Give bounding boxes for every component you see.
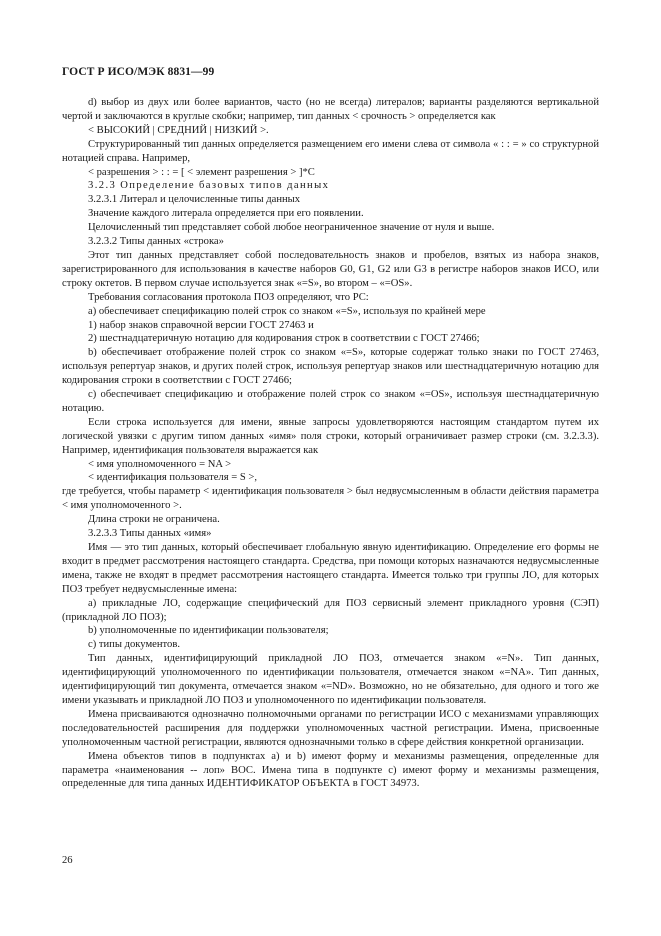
paragraph-name-assignment: Имена присваиваются однозначно полномочными органами по регистрации ИСО с механизмами управляющих последовательностей расширения для поддержки уполномоченных частной регистрации. Имена, присвоенные уполномоченным частной регистрации, являются однозначными только в сфере действия конкретной организации. <box>62 708 599 748</box>
list-item-a: а) обеспечивает спецификацию полей строк со знаком «=S», используя по крайней мере <box>88 305 486 317</box>
example-user-identification: < идентификация пользователя = S >, <box>88 472 258 484</box>
example-permissions: < разрешения > : : = [ < элемент разрешения > ]*C <box>88 166 315 178</box>
document-body <box>62 96 599 791</box>
paragraph-name-type: Имя — это тип данных, который обеспечивает глобальную явную идентификацию. Определение его формы не входит в предмет рассмотрения настоящего стандарта. Средства, при помощи которых назначаются недвусмысленные имена, также не входят в предмет рассмотрения настоящего стандарта. Имеется только три группы ЛО, для которых ПОЗ требует недвусмысленные имена: <box>62 542 599 595</box>
list-item-b: b) обеспечивает отображение полей строк со знаком «=S», которые содержат только знаки по ГОСТ 27463, используя репертуар знаков, и других полей строк, используя репертуар знаков или шестнадцатеричную нотацию для кодирования строки в соответствии с ГОСТ 27466; <box>62 347 599 387</box>
paragraph-string-type: Этот тип данных представляет собой последовательность знаков и пробелов, взятых из набора знаков, зарегистрированного для использования в качестве наборов G0, G1, G2 или G3 в регистре наборов знаков ИСО, или строку октетов. В первом случае используется знак «=S», во втором – «=OS». <box>62 249 599 289</box>
example-urgency-values: < ВЫСОКИЙ | СРЕДНИЙ | НИЗКИЙ >. <box>88 124 269 136</box>
page-number: 26 <box>62 855 73 866</box>
paragraph-string-name: Если строка используется для имени, явные запросы удовлетворяются настоящим стандартом путем их логической увязки с другим типом данных «имя» поля строки, который ограничивает размер строки (см. 3.2.3.3). Например, идентификация пользователя выражается как <box>62 416 599 456</box>
paragraph-string-length: Длина строки не ограничена. <box>88 514 220 526</box>
paragraph-where-required: где требуется, чтобы параметр < идентификация пользователя > был недвусмысленным в области действия параметра < имя уполномоченного >. <box>62 486 599 512</box>
paragraph-protocol-requirements: Требования согласования протокола ПОЗ определяют, что РС: <box>88 291 369 303</box>
section-heading-3-2-3: 3.2.3 Определение базовых типов данных <box>88 180 330 192</box>
subsection-heading-3-2-3-2: 3.2.3.2 Типы данных «строка» <box>88 236 224 248</box>
list-item-a-2: 2) шестнадцатеричную нотацию для кодирования строк в соответствии с ГОСТ 27466; <box>88 333 480 345</box>
example-authority-name: < имя уполномоченного = NA > <box>88 458 232 470</box>
paragraph-item-d: d) выбор из двух или более вариантов, часто (но не всегда) литералов; варианты разделяются вертикальной чертой и заключаются в круглые скобки; например, тип данных < срочность > определяется как <box>62 97 599 122</box>
subsection-heading-3-2-3-1: 3.2.3.1 Литерал и целочисленные типы данных <box>88 194 301 206</box>
paragraph-structured-type: Структурированный тип данных определяется размещением его имени слева от символа « : : = » со структурной нотацией справа. Например, <box>62 138 599 164</box>
list-item-a-1: 1) набор знаков справочной версии ГОСТ 27463 и <box>88 319 314 331</box>
paragraph-literal-value: Значение каждого литерала определяется при его появлении. <box>88 208 364 220</box>
list-item-c: с) обеспечивает спецификацию и отображение полей строк со знаком «=OS», используя шестнадцатеричную нотацию. <box>62 389 599 414</box>
list-item-a-application: а) прикладные ЛО, содержащие специфический для ПОЗ сервисный элемент прикладного уровня (СЭП) (прикладной ЛО ПОЗ); <box>62 597 599 623</box>
list-item-c-document-types: с) типы документов. <box>88 639 180 651</box>
list-item-b-authorities: b) уполномоченные по идентификации пользователя; <box>88 625 329 637</box>
paragraph-integer-type: Целочисленный тип представляет собой любое неограниченное значение от нуля и выше. <box>88 222 495 234</box>
subsection-heading-3-2-3-3: 3.2.3.3 Типы данных «имя» <box>88 528 212 540</box>
paragraph-object-names: Имена объектов типов в подпунктах а) и b) имеют форму и механизмы размещения, определенные для параметра «наименования -- лоп» ВОС. Имена типа в подпункте с) имеют форму и механизмы размещения, определенные для типа данных ИДЕНТИФИКАТОР ОБЪЕКТА в ГОСТ 34973. <box>62 750 599 790</box>
document-header: ГОСТ Р ИСО/МЭК 8831—99 <box>62 66 215 78</box>
paragraph-name-markers: Тип данных, идентифицирующий прикладной ЛО ПОЗ, отмечается знаком «=N». Тип данных, идентифицирующий уполномоченного по идентификации пользователя, отмечается знаком «=NA». Тип данных, идентифицирующий тип документа, отмечается знаком «=ND». Возможно, но не обязательно, для одного и того же имени указывать и прикладной ЛО ПОЗ и уполномоченного по идентификации пользователя. <box>62 653 599 706</box>
